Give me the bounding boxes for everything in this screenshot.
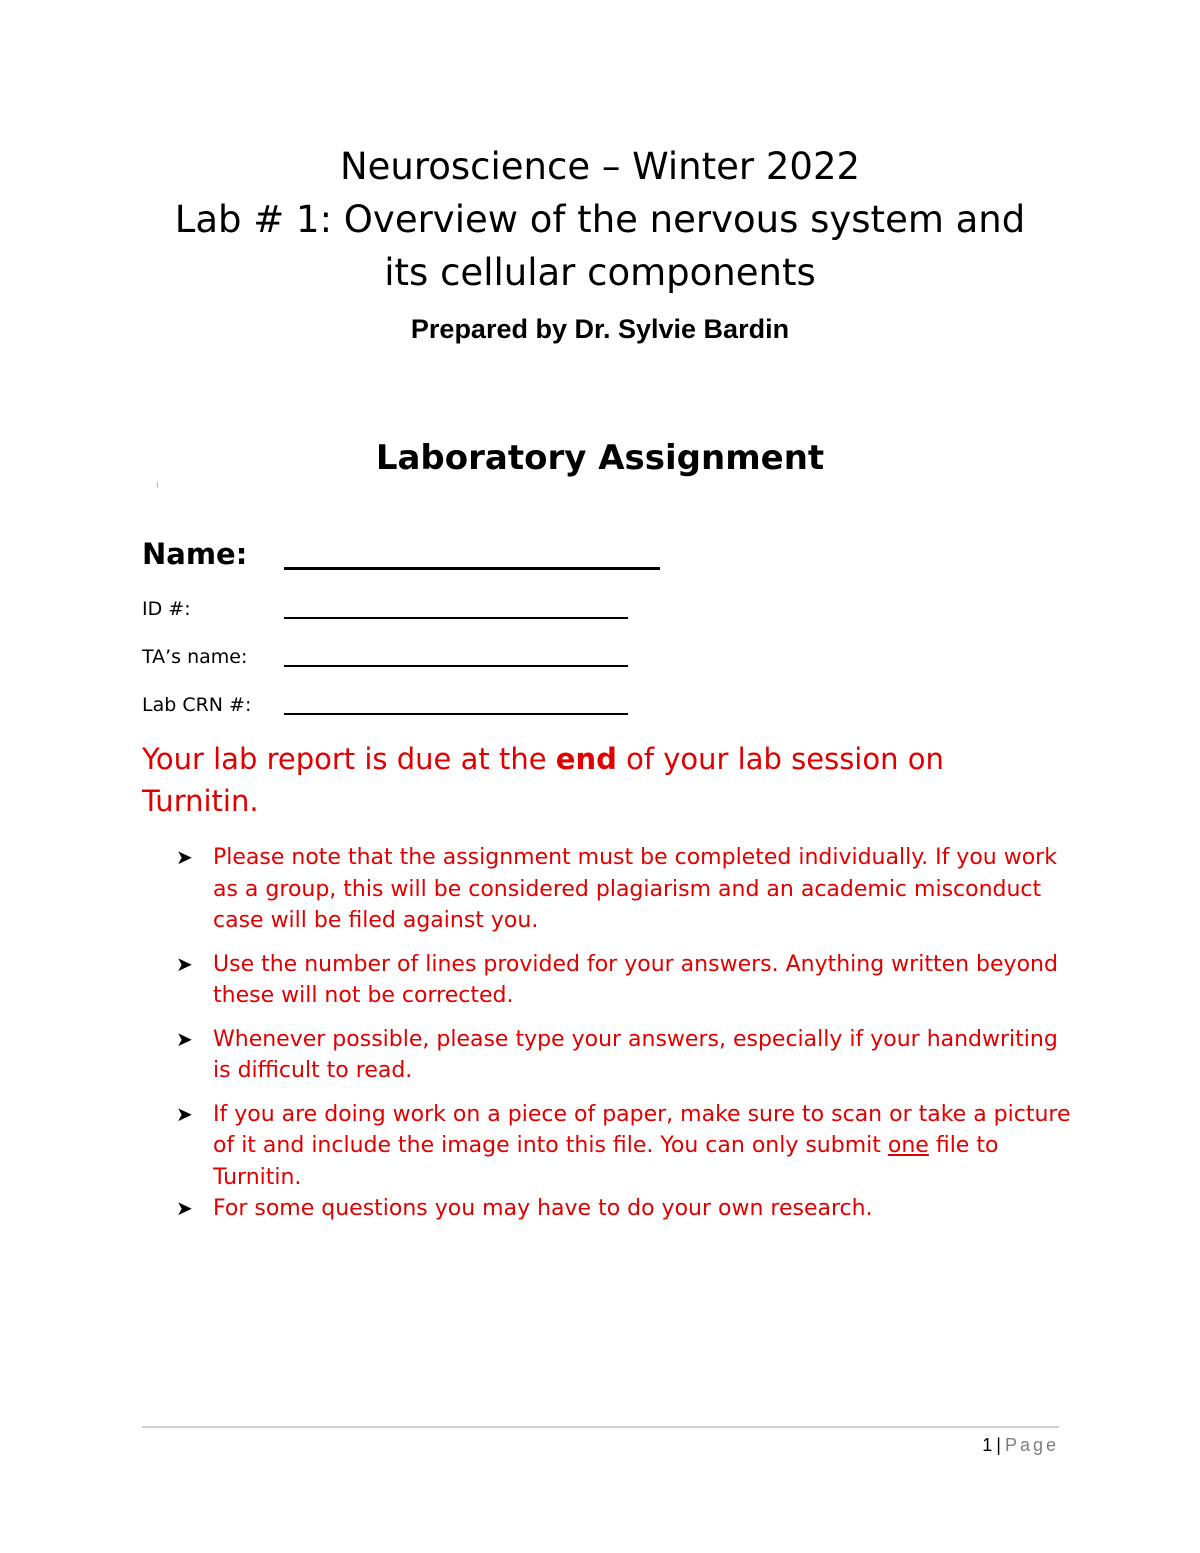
- instruction-item: [142, 1193, 1072, 1225]
- instruction-underlined-word: one: [887, 1133, 929, 1158]
- footer-separator: |: [996, 1435, 1001, 1455]
- arrowhead-bullet-icon: ➤: [176, 1101, 193, 1126]
- lab-crn-label: Lab CRN #:: [142, 694, 252, 716]
- name-label: Name:: [142, 537, 248, 571]
- id-label: ID #:: [142, 598, 191, 620]
- arrowhead-bullet-icon: ➤: [176, 1026, 193, 1051]
- ta-name-label: TA’s name:: [142, 646, 248, 668]
- course-title: Neuroscience – Winter 2022: [339, 145, 861, 188]
- instruction-item: [142, 842, 1072, 937]
- instruction-text-after: file to Turnitin.: [213, 1133, 999, 1190]
- stray-mark: [157, 482, 158, 488]
- instruction-text: For some questions you may have to do your own research.: [213, 1196, 873, 1221]
- instruction-item: [142, 1099, 1072, 1194]
- instruction-item: [142, 949, 1072, 1012]
- due-notice: [142, 738, 1062, 822]
- page-word: Page: [1004, 1435, 1059, 1455]
- footer-divider: [142, 1426, 1059, 1428]
- arrowhead-bullet-icon: ➤: [176, 845, 193, 869]
- crn-field-row: [142, 692, 628, 718]
- instruction-list: [142, 842, 1072, 1225]
- page-footer: [982, 1433, 1059, 1457]
- instruction-item: [142, 1024, 1072, 1087]
- ta-field-row: [142, 644, 628, 670]
- id-field-row: [142, 596, 628, 622]
- lab-title-line-1: Lab # 1: Overview of the nervous system and: [174, 198, 1026, 241]
- page-number: 1: [982, 1435, 993, 1455]
- assignment-heading: Laboratory Assignment: [375, 438, 825, 478]
- lab-title-line-2: its cellular components: [384, 251, 816, 294]
- id-input-line[interactable]: [284, 617, 628, 619]
- due-text-after: of your lab session on Turnitin.: [142, 742, 944, 818]
- instruction-text: Use the number of lines provided for your answers. Anything written beyond these will not be corrected.: [213, 951, 1058, 1008]
- instruction-text-before: If you are doing work on a piece of paper, make sure to scan or take a picture of it and include the image into this file. You can only submit: [213, 1101, 1071, 1158]
- arrowhead-bullet-icon: ➤: [176, 951, 193, 976]
- due-emphasis: end: [555, 742, 617, 776]
- lab-crn-input-line[interactable]: [284, 713, 628, 715]
- prepared-by: Prepared by Dr. Sylvie Bardin: [410, 314, 790, 344]
- name-field-row: [142, 536, 660, 572]
- instruction-text: Please note that the assignment must be completed individually. If you work as a group, this will be considered plagiarism and an academic misconduct case will be filed against you.: [213, 845, 1057, 933]
- ta-name-input-line[interactable]: [284, 665, 628, 667]
- title-block: [0, 140, 1200, 349]
- instruction-text: Whenever possible, please type your answers, especially if your handwriting is difficult to read.: [213, 1026, 1058, 1083]
- arrowhead-bullet-icon: ➤: [176, 1196, 193, 1220]
- due-text-before: Your lab report is due at the: [142, 742, 556, 776]
- name-input-line[interactable]: [284, 567, 660, 570]
